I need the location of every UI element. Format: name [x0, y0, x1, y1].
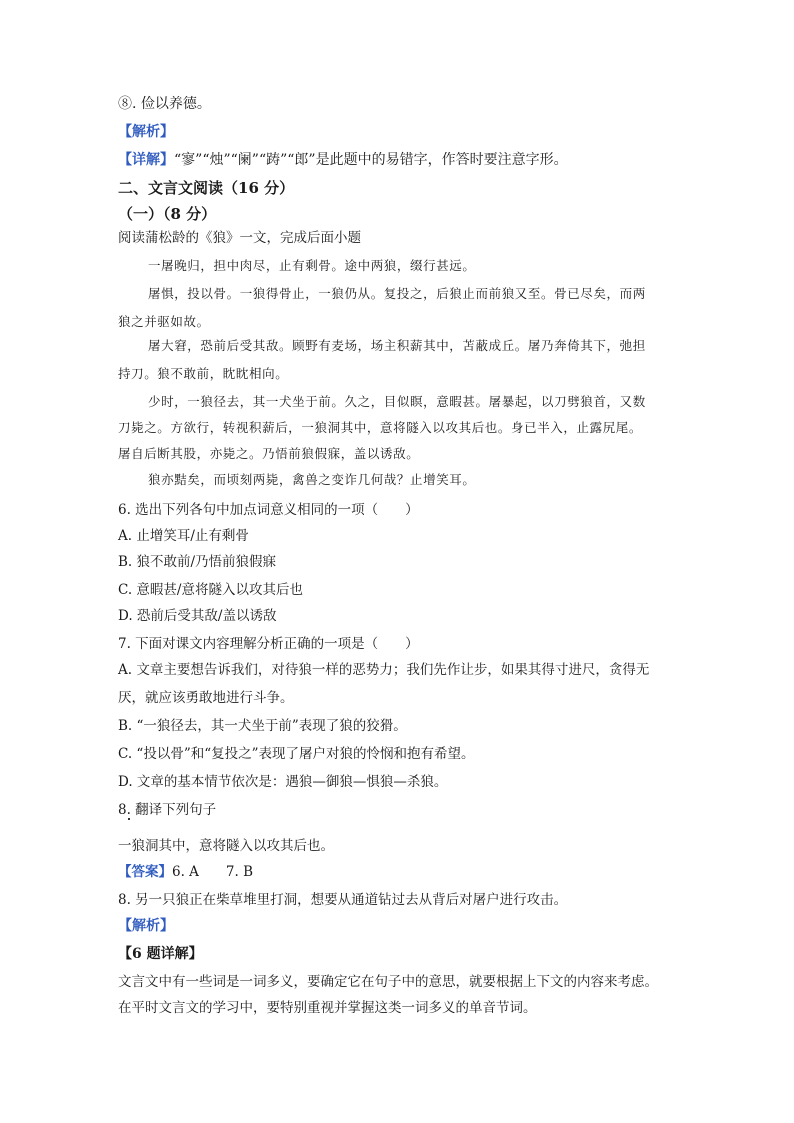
- answer-line: [118, 862, 253, 882]
- passage-para-4a: 少时，一狼径去，其一犬坐于前。久之，目似瞑，意暇甚。屠暴起，以刀劈狼首，又数: [148, 394, 646, 409]
- detail-label: 【详解】: [118, 152, 174, 168]
- question-6: 6. 选出下列各句中加点词意义相同的一项（ ）: [118, 502, 419, 518]
- q7-option-c: C. “投以骨”和“复投之”表现了屠户对狼的怜悯和抱有希望。: [118, 746, 475, 762]
- q7-option-a-line1: A. 文章主要想告诉我们，对待狼一样的恶势力；我们先作让步，如果其得寸进尺，贪得无: [118, 662, 650, 678]
- analysis-label-2: 【解析】: [118, 918, 174, 934]
- passage-para-5: 狼亦黠矣，而顷刻两毙，禽兽之变诈几何哉？止增笑耳。: [148, 472, 476, 487]
- detail-explanation: [118, 150, 568, 170]
- q6-option-b: B. 狼不敢前/乃悟前狼假寐: [118, 554, 277, 570]
- passage-para-4c: 屠自后断其股，亦毙之。乃悟前狼假寐，盖以诱敌。: [118, 446, 420, 461]
- passage-para-2a: 屠惧，投以骨。一狼得骨止，一狼仍从。复投之，后狼止而前狼又至。骨已尽矣，而两: [148, 286, 646, 301]
- answer-text: 6. A 7. B: [172, 864, 254, 880]
- subsection-heading: （一）（8 分）: [118, 205, 217, 223]
- question-7: 7. 下面对课文内容理解分析正确的一项是（ ）: [118, 636, 419, 652]
- answer-label: 【答案】: [118, 864, 172, 880]
- explanation-line-1: 文言文中有一些词是一词多义，要确定它在句子中的意思，就要根据上下文的内容来考虑。: [118, 974, 658, 990]
- q8-sentence: 一狼洞其中，意将隧入以攻其后也。: [118, 838, 334, 854]
- section-heading: 二、文言文阅读（16 分）: [118, 179, 295, 197]
- reading-instruction: 阅读蒲松龄的《狼》一文，完成后面小题: [118, 230, 361, 246]
- passage-para-3a: 屠大窘，恐前后受其敌。顾野有麦场，场主积薪其中，苫蔽成丘。屠乃奔倚其下，弛担: [148, 338, 646, 353]
- passage-para-3b: 持刀。狼不敢前，眈眈相向。: [118, 366, 289, 381]
- q6-option-c: C. 意暇甚/意将隧入以攻其后也: [118, 582, 303, 598]
- q6-option-a: A. 止增笑耳/止有剩骨: [118, 528, 249, 544]
- question-8: 8. 翻译下列句子: [118, 802, 217, 818]
- q7-option-a-line2: 厌，就应该勇敢地进行斗争。: [118, 690, 294, 706]
- footnote-dot: [128, 818, 130, 820]
- analysis-label: 【解析】: [118, 124, 174, 140]
- q7-option-d: D. 文章的基本情节依次是：遇狼—御狼—惧狼—杀狼。: [118, 774, 448, 790]
- explanation-line-2: 在平时文言文的学习中，要特别重视并掌握这类一词多义的单音节词。: [118, 1000, 537, 1016]
- answer-8: 8. 另一只狼正在柴草堆里打洞，想要从通道钻过去从背后对屠户进行攻击。: [118, 892, 568, 908]
- detail-text: “寥”“烛”“阑”“踌”“郎”是此题中的易错字，作答时要注意字形。: [174, 152, 568, 168]
- passage-para-2b: 狼之并驱如故。: [118, 314, 210, 329]
- item-8-text: ⑧. 俭以养德。: [118, 96, 211, 112]
- passage-para-1: 一屠晚归，担中肉尽，止有剩骨。途中两狼，缀行甚远。: [148, 258, 476, 273]
- passage-para-4b: 刀毙之。方欲行，转视积薪后，一狼洞其中，意将隧入以攻其后也。身已半入，止露尻尾。: [118, 420, 643, 435]
- q7-option-b: B. “一狼径去，其一犬坐于前”表现了狼的狡猾。: [118, 718, 407, 734]
- q6-detail-label: 【6 题详解】: [118, 946, 203, 962]
- q6-option-d: D. 恐前后受其敌/盖以诱敌: [118, 608, 277, 624]
